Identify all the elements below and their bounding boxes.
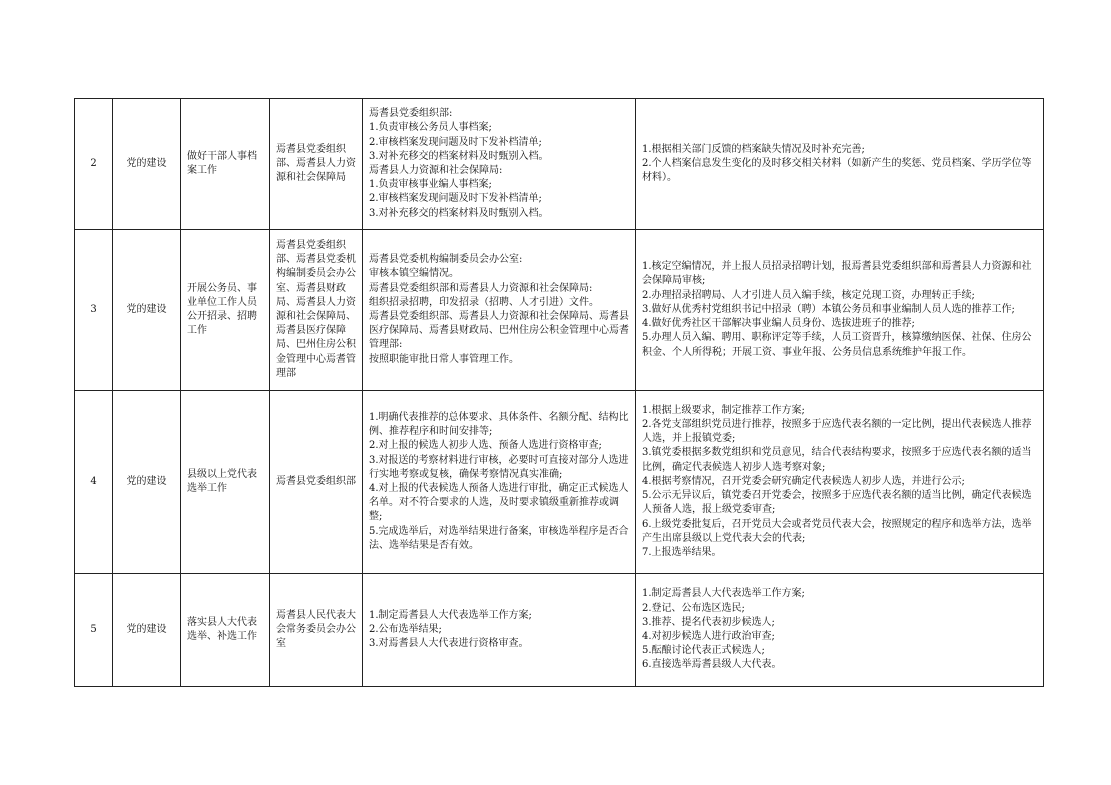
item-cell: 开展公务员、事业单位工作人员公开招录、招聘工作 [181,230,270,391]
town-duty-line: 1.核定空编情况，并上报人员招录招聘计划，报焉耆县党委组织部和焉耆县人力资源和社会保障局审核; [642,261,1032,287]
town-duty-line: 7.上报选举结果。 [642,546,722,558]
duty-line: 3.对补充移交的档案材料及时甄别入档。 [369,207,549,219]
responsibility-table [74,98,1044,687]
category-cell: 党的建设 [113,230,181,391]
duty-line: 1.明确代表推荐的总体要求、具体条件、名额分配、结构比例、推荐程序和时间安排等; [369,411,629,438]
town-duty-line: 2.办理招录招聘局、人才引进人员入编手续，核定兑现工资，办理转正手续; [642,289,975,301]
row-number: 2 [75,99,113,230]
town-duty-line: 5.公示无异议后，镇党委召开党委会，按照多于应选代表名额的适当比例，确定代表候选人预备人选，报上级党委审查; [642,490,1032,516]
town-duty-line: 3.镇党委根据多数党组织和党员意见，结合代表结构要求，按照多于应选代表名额的适当比例，确定代表候选人初步人选考察对象; [642,447,1032,473]
duty-line: 组织招录招聘，印发招录（招聘、人才引进）文件。 [369,296,599,308]
duty-line: 3.对补充移交的档案材料及时甄别入档。 [369,150,549,162]
duty-line: 焉耆县人力资源和社会保障局: [369,165,503,176]
duty-line: 1.制定焉耆县人大代表选举工作方案; [369,609,532,621]
town-duty-line: 2.个人档案信息发生变化的及时移交相关材料（如新产生的奖惩、党员档案、学历学位等材料）。 [642,157,1032,184]
department-cell: 焉耆县党委组织部、焉耆县党委机构编制委员会办公室、焉耆县财政局、焉耆县人力资源和社会保障局、焉耆县医疗保障局、巴州住房公积金管理中心焉耆管理部 [270,230,363,391]
duty-line: 2.审核档案发现问题及时下发补档清单; [369,136,542,148]
duty-line: 按照职能审批日常人事管理工作。 [369,353,519,365]
town-duty-line: 4.对初步候选人进行政治审查; [642,631,775,642]
duty-line: 2.对上报的候选人初步人选、预备人选进行资格审查; [369,440,602,452]
town-duty-line: 3.做好从优秀村党组织书记中招录（聘）本镇公务员和事业编制人员人选的推荐工作; [642,303,1015,315]
town-duty-line: 1.根据相关部门反馈的档案缺失情况及时补充完善; [642,143,865,155]
town-duty-cell [636,230,1044,391]
table-body [75,99,1044,687]
duty-line: 焉耆县党委组织部和焉耆县人力资源和社会保障局: [369,282,593,294]
item-cell: 县级以上党代表选举工作 [181,391,270,574]
category-cell: 党的建设 [113,574,181,687]
town-duty-line: 1.制定焉耆县人大代表选举工作方案; [642,588,805,600]
item-cell: 做好干部人事档案工作 [181,99,270,230]
duty-line: 4.对上报的代表候选人预备人选进行审批，确定正式候选人名单。对不符合要求的人选，及时要求镇级重新推荐或调整; [369,483,629,523]
duty-line: 1.负责审核公务员人事档案; [369,122,492,134]
department-cell: 焉耆县人民代表大会常务委员会办公室 [270,574,363,687]
duty-line: 2.审核档案发现问题及时下发补档清单; [369,193,542,205]
duty-line: 焉耆县党委组织部: [369,108,453,120]
department-cell: 焉耆县党委组织部 [270,391,363,574]
town-duty-line: 6.上级党委批复后，召开党员大会或者党员代表大会，按照规定的程序和选举方法，选举产生出席县级以上党代表大会的代表; [642,518,1032,544]
town-duty-line: 1.根据上级要求，制定推荐工作方案; [642,404,805,416]
row-number: 5 [75,574,113,687]
item-cell: 落实县人大代表选举、补选工作 [181,574,270,687]
table-row [75,391,1044,574]
town-duty-line: 2.登记、公布选区选民; [642,602,745,614]
duty-line: 5.完成选举后，对选举结果进行备案，审核选举程序是否合法、选举结果是否有效。 [369,525,629,551]
town-duty-line: 4.做好优秀社区干部解决事业编人员身份、选拔进班子的推荐; [642,318,915,330]
town-duty-line: 6.直接选举焉耆县级人大代表。 [642,659,782,671]
department-duty-cell [363,574,636,687]
table-row [75,574,1044,687]
department-cell: 焉耆县党委组织部、焉耆县人力资源和社会保障局 [270,99,363,230]
town-duty-cell [636,574,1044,687]
row-number: 4 [75,391,113,574]
duty-line: 3.对焉耆县人大代表进行资格审查。 [369,638,529,650]
town-duty-line: 5.酝酿讨论代表正式候选人; [642,645,765,657]
duty-line: 审核本镇空编情况。 [369,268,459,280]
town-duty-line: 2.各党支部组织党员进行推荐，按照多于应选代表名额的一定比例，提出代表候选人推荐人选，并上报镇党委; [642,419,1032,445]
duty-line: 焉耆县党委组织部、焉耆县人力资源和社会保障局、焉耆县医疗保障局、焉耆县财政局、巴州住房公积金管理中心焉耆管理部: [369,311,629,351]
table-row [75,230,1044,391]
duty-line: 焉耆县党委机构编制委员会办公室: [369,254,523,266]
department-duty-cell [363,99,636,230]
town-duty-line: 4.根据考察情况，召开党委会研究确定代表候选人初步人选，并进行公示; [642,475,965,487]
duty-line: 1.负责审核事业编人事档案; [369,179,492,191]
department-duty-cell [363,230,636,391]
table-row [75,99,1044,230]
category-cell: 党的建设 [113,99,181,230]
department-duty-cell [363,391,636,574]
town-duty-line: 3.推荐、提名代表初步候选人; [642,616,775,628]
town-duty-line: 5.办理人员入编、聘用、职称评定等手续，人员工资晋升，核算缴纳医保、社保、住房公积金、个人所得税；开展工资、事业年报、公务员信息系统维护年报工作。 [642,332,1032,358]
town-duty-cell [636,391,1044,574]
duty-line: 2.公布选举结果; [369,623,442,635]
duty-line: 3.对报送的考察材料进行审核，必要时可直接对部分人选进行实地考察或复核，确保考察情况真实准确; [369,454,629,480]
town-duty-cell [636,99,1044,230]
row-number: 3 [75,230,113,391]
category-cell: 党的建设 [113,391,181,574]
